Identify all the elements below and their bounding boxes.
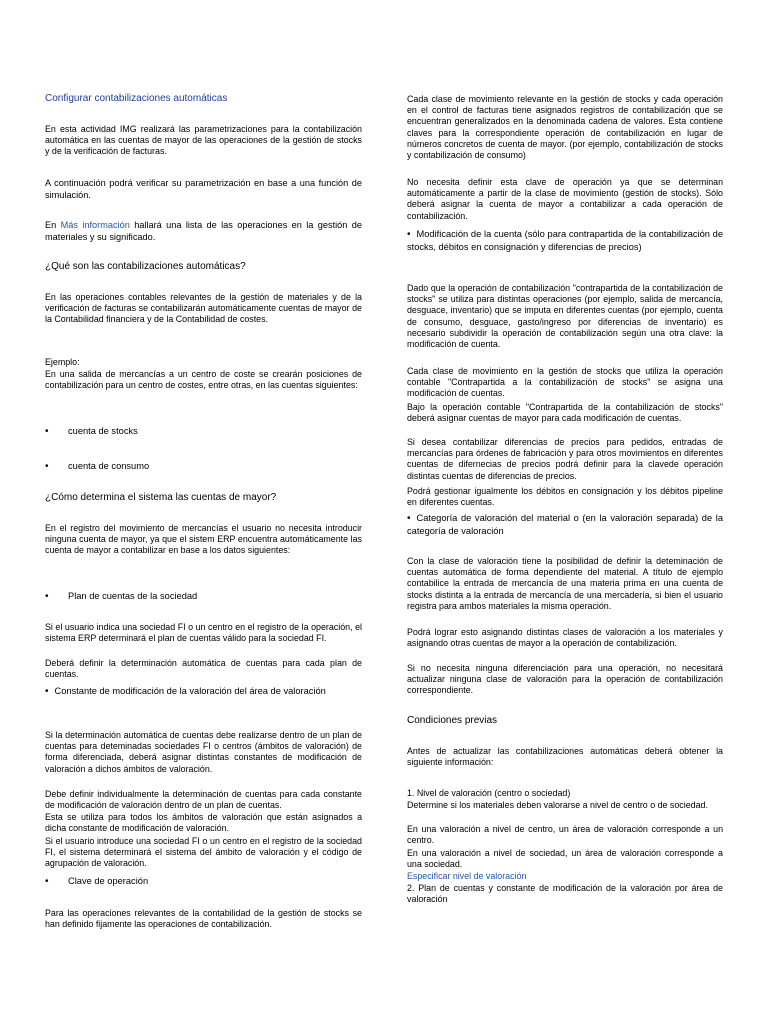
list-item: • cuenta de stocks: [45, 426, 138, 437]
paragraph: Con la clase de valoración tiene la posibilidad de definir la deteminación de cuentas automática de forma dependiente del material. A título de ejemplo contabilice la entrada de mercancía de una materia prima en una cuenta de stocks distinta a la entrada de mercancía de una mercadería, si bien el usuario registra para ambos materiales la misma operación.: [407, 556, 723, 611]
bullet-icon: •: [45, 876, 49, 887]
paragraph: Para las operaciones relevantes de la contabilidad de la gestión de stocks se han definido fijamente las operaciones de contabilización.: [45, 908, 362, 930]
paragraph: En esta actividad IMG realizará las parametrizaciones para la contabilización automática en las cuentas de mayor de las operaciones de la gestión de stocks y de la verificación de facturas.: [45, 124, 362, 157]
paragraph: Dado que la operación de contabilización "contrapartida de la contabilización de stocks" se utiliza para distintas operaciones (por ejemplo, salida de mercancía, desguace, inventario) que se imputa en diferentes cuentas (por ejemplo, cuenta de consumo, desguace, gasto/ingreso por diferencias de inventario) es necesario subdividir la operación de contabilización según una otra clave: la modificación de cuenta.: [407, 283, 723, 350]
paragraph: En una valoración a nivel de sociedad, un área de valoración corresponde a una sociedad.: [407, 848, 723, 870]
list-item: • Constante de modificación de la valoración del área de valoración: [45, 686, 326, 697]
paragraph: En el registro del movimiento de mercancías el usuario no necesita introducir ninguna cuenta de mayor, ya que el sistem ERP encuentra automáticamente las cuenta de mayor a contabilizar en base a los datos siguientes:: [45, 523, 362, 556]
paragraph: Bajo la operación contable "Contrapartida de la contabilización de stocks" deberá asignar cuentas de mayor para cada modificación de cuentas.: [407, 402, 723, 424]
paragraph: Deberá definir la determinación automática de cuentas para cada plan de cuentas.: [45, 658, 362, 680]
paragraph: Cada clase de movimiento relevante en la gestión de stocks y cada operación en el control de facturas tiene asignados registros de contabilización que se encuentran generalizados en la denominada cadena de valores. Esta contiene claves para la correspondiente operación de contabilización en lugar de números concretos de cuenta de mayor. (por ejemplo, contabilización de stocks y contabilización de consumo): [407, 94, 723, 161]
bullet-icon: •: [45, 426, 49, 437]
list-item: • Clave de operación: [45, 876, 149, 887]
paragraph: Determine si los materiales deben valorarse a nivel de centro o de sociedad.: [407, 800, 708, 810]
more-info-link[interactable]: Más información: [60, 220, 130, 230]
paragraph: Esta se utiliza para todos los ámbitos de valoración que están asignados a dicha constante de modificación de valoración.: [45, 812, 362, 834]
paragraph: Si el usuario indica una sociedad FI o un centro en el registro de la operación, el sistema ERP determinará el plan de cuentas válido para la sociedad FI.: [45, 622, 362, 644]
section-heading: Condiciones previas: [407, 715, 498, 726]
paragraph: En una salida de mercancías a un centro de coste se crearán posiciones de contabilización para un centro de costes, entre otras, en las cuentas siguientes:: [45, 369, 362, 391]
specify-valuation-level-link[interactable]: Especificar nivel de valoración: [407, 871, 527, 881]
section-heading: ¿Cómo determina el sistema las cuentas de mayor?: [45, 492, 277, 503]
paragraph: Si el usuario introduce una sociedad FI o un centro en el registro de la sociedad FI, el sistema determinará el sistema del ámbito de valoración y el código de agrupación de valoración.: [45, 836, 362, 869]
section-title: Configurar contabilizaciones automáticas: [45, 93, 228, 104]
paragraph: En Más información hallará una lista de las operaciones en la gestión de materiales y su significado.: [45, 220, 362, 242]
paragraph: Antes de actualizar las contabilizaciones automáticas deberá obtener la siguiente información:: [407, 746, 723, 768]
paragraph: Debe definir individualmente la determinación de cuentas para cada constante de modificación de valoración dentro de un plan de cuentas.: [45, 789, 362, 811]
paragraph: No necesita definir esta clave de operación ya que se determinan automáticamente a partir de la clase de movimiento (gestión de stocks). Sólo deberá asignar la cuenta de mayor a contabilizar a cada operación de contabilización.: [407, 177, 723, 221]
paragraph: Si no necesita ninguna diferenciación para una operación, no necesitará actualizar ninguna clase de valoración para la operación de contabilización correspondiente.: [407, 663, 723, 696]
paragraph: 1. Nivel de valoración (centro o sociedad): [407, 788, 571, 798]
paragraph: Cada clase de movimiento en la gestión de stocks que utiliza la operación contable "Contrapartida a la contabilización de stocks" se asigna una modificación de cuentas.: [407, 366, 723, 399]
paragraph: Si la determinación automática de cuentas debe realizarse dentro de un plan de cuentas para deteminadas sociedades FI o centros (ámbitos de valoración) de forma diferenciada, deberá asignar distintas constantes de modificación de valoración a dichos ámbitos de valoración.: [45, 730, 362, 774]
bullet-icon: •: [407, 229, 411, 240]
bullet-icon: •: [45, 461, 49, 472]
paragraph: En una valoración a nivel de centro, un área de valoración corresponde a un centro.: [407, 824, 723, 846]
list-item: • Categoría de valoración del material o (en la valoración separada) de la categoría de valoración: [407, 513, 723, 537]
paragraph: Si desea contabilizar diferencias de precios para pedidos, entradas de mercancías para órdenes de fabricación y para otros movimientos en diferentes cuentas de difernecias de precios podrá definir para la clavede operación distintas cuentas de diferencias de precios.: [407, 437, 723, 481]
bullet-icon: •: [45, 591, 49, 602]
list-item: • Plan de cuentas de la sociedad: [45, 591, 198, 602]
list-item: • Modificación de la cuenta (sólo para contrapartida de la contabilización de stocks, débitos en consignación y diferencias de precios): [407, 229, 723, 253]
paragraph: En las operaciones contables relevantes de la gestión de materiales y de la verificación de facturas se contabilizarán automáticamente cuentas de mayor de la Contabilidad financiera y de la Contabilidad de costes.: [45, 292, 362, 325]
bullet-icon: •: [407, 513, 411, 524]
paragraph: A continuación podrá verificar su parametrización en base a una función de simulación.: [45, 178, 362, 200]
paragraph: 2. Plan de cuentas y constante de modificación de la valoración por área de valoración: [407, 883, 723, 905]
section-heading: ¿Qué son las contabilizaciones automáticas?: [45, 261, 246, 272]
list-item: • cuenta de consumo: [45, 461, 150, 472]
paragraph: Podrá lograr esto asignando distintas clases de valoración a los materiales y asignando otras cuentas de mayor a la operación de contabilización.: [407, 627, 723, 649]
paragraph: Podrá gestionar igualmente los débitos en consignación y los débitos pipeline en diferentes cuentas.: [407, 486, 723, 508]
bullet-icon: •: [45, 686, 49, 697]
paragraph: Ejemplo:: [45, 357, 80, 367]
